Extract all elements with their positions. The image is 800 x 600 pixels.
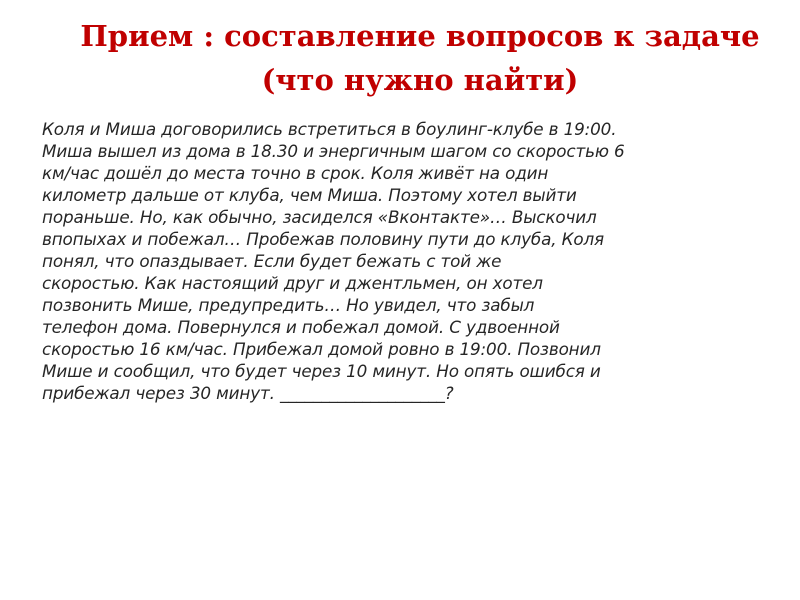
slide-title-line-1: Прием : составление вопросов к задаче (80, 19, 760, 53)
task-text-line: км/час дошёл до места точно в срок. Коля живёт на один (42, 163, 549, 183)
slide-title (40, 14, 800, 102)
task-text-line: Миша вышел из дома в 18.30 и энергичным шагом со скоростью 6 (42, 141, 625, 161)
task-text-line: понял, что опаздывает. Если будет бежать с той же (42, 251, 502, 271)
task-text-line: телефон дома. Повернулся и побежал домой. С удвоенной (42, 317, 560, 337)
task-text-line: пораньше. Но, как обычно, засиделся «Вконтакте»… Выскочил (42, 207, 597, 227)
slide-title-line-2: (что нужно найти) (261, 63, 579, 97)
task-text-line: впопыхах и побежал… Пробежав половину пути до клуба, Коля (42, 229, 604, 249)
task-text-line: скоростью. Как настоящий друг и джентльмен, он хотел (42, 273, 543, 293)
task-text (42, 118, 782, 404)
task-text-line: километр дальше от клуба, чем Миша. Поэтому хотел выйти (42, 185, 577, 205)
task-text-line: Мише и сообщил, что будет через 10 минут. Но опять ошибся и (42, 361, 601, 381)
task-text-line-answer-blank: прибежал через 30 минут. ____________________? (42, 383, 454, 403)
task-text-line: скоростью 16 км/час. Прибежал домой ровно в 19:00. Позвонил (42, 339, 601, 359)
task-text-line: позвонить Мише, предупредить… Но увидел, что забыл (42, 295, 535, 315)
task-text-line: Коля и Миша договорились встретиться в боулинг-клубе в 19:00. (42, 119, 617, 139)
